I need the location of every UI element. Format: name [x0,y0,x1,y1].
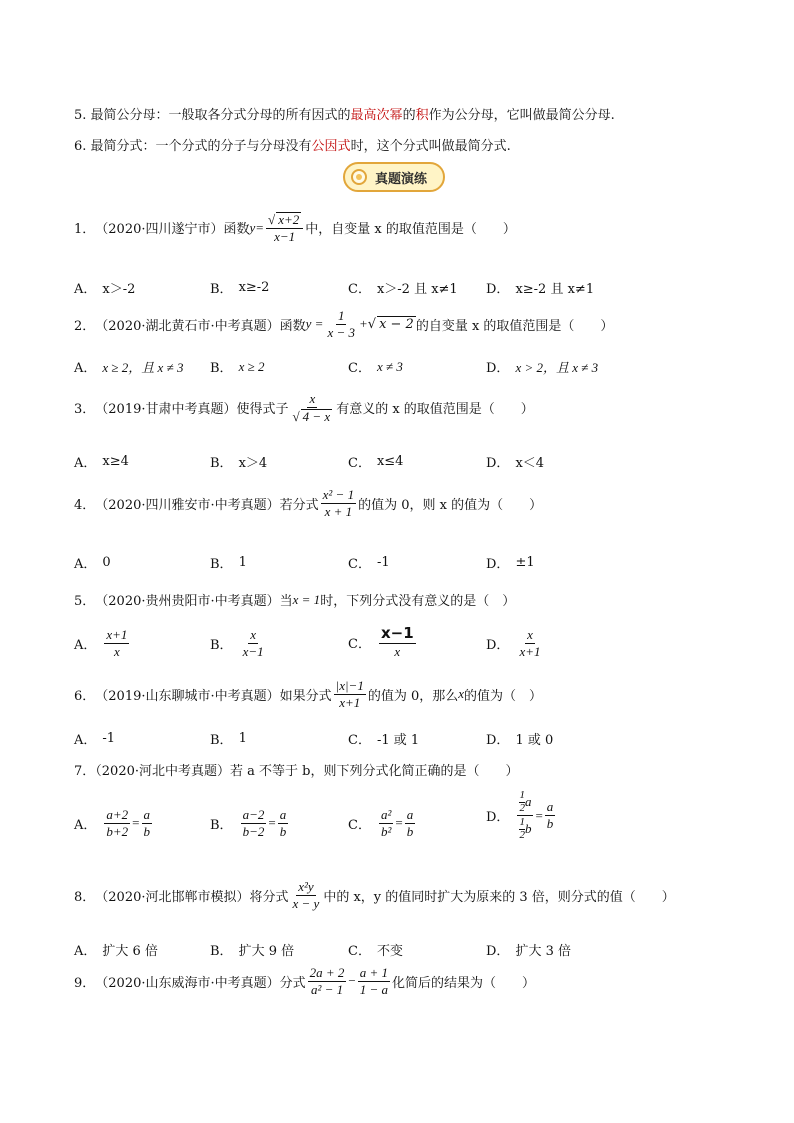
q8-text: 中的 x，y 的值同时扩大为原来的 3 倍，则分式的值（ ） [323,889,675,905]
q3-a-label: A． [74,456,97,471]
q4-option-d[interactable] [486,553,535,572]
q4-a-text: 0 [102,555,111,570]
question-5 [74,590,515,609]
q6-c-text: -1 或 1 [376,733,420,748]
q9-minus: − [348,973,356,989]
q7-d-rhs [545,800,556,830]
q4-b-label: B． [210,557,233,572]
q6-d-label: D． [486,733,510,748]
q3-d-text: x＜4 [515,456,545,471]
q8-d-label: D． [486,944,510,959]
q3-radicand: 4 − x [302,408,331,424]
q1-option-a[interactable] [74,278,135,297]
q1-b-label: B． [210,282,233,297]
q1-d-text: x≥-2 且 x≠1 [515,282,595,297]
q6-numerator: |x|−1 [335,678,364,693]
q2-lhs: y = [305,316,324,332]
q3-option-c[interactable] [348,452,403,471]
q2-d-text: x > 2，且 x ≠ 3 [515,360,599,375]
q3-c-label: C． [348,456,371,471]
q7-d-n2: a [546,799,554,815]
q9-numerator-2: a + 1 [359,965,389,980]
q3-text: 有意义的 x 的取值范围是（ ） [336,402,534,418]
q1-option-c[interactable] [348,278,458,297]
q7-b-label: B． [210,817,233,833]
q5-option-b[interactable] [210,628,268,658]
q8-a-label: A． [74,944,97,959]
q1-lhs: y= [249,219,265,235]
q7-option-b[interactable]: B． $\frac{a-2}{b-2}$ = $\frac{a}{b}$ [210,807,287,839]
q4-d-text: ±1 [515,555,535,570]
q5-b-num: x [250,627,256,642]
q8-c-label: C． [348,944,371,959]
q1-c-label: C． [348,282,371,297]
q7-number: 7． [74,764,96,779]
q6-d-text: 1 或 0 [515,733,554,748]
q2-fraction [325,309,357,339]
q8-source: （2020·河北邯郸市模拟）将分式 [95,889,289,905]
q2-a-text: x ≥ 2，且 x ≠ 3 [102,360,184,375]
q3-source: （2019·甘肃中考真题）使得式子 [95,402,289,418]
def6-highlight: 公因式 [311,139,351,154]
q2-radicand: x − 2 [379,317,414,333]
q3-d-label: D． [486,456,510,471]
q5-option-c[interactable] [348,626,418,658]
q8-numerator: x²y [298,879,314,894]
definition-6 [74,135,511,154]
q7-c-n1: a² [380,807,392,822]
badge-circle-icon [351,169,367,185]
q6-option-d[interactable] [486,729,553,748]
q9-source: （2020·山东威海市·中考真题）分式 [95,975,306,991]
q7-c-d2: b [406,823,414,839]
q2-b-label: B． [210,361,233,376]
q3-c-text: x≤4 [376,454,404,469]
q5-b-fraction [241,628,266,658]
q1-c-text: x＞-2 且 x≠1 [376,282,458,297]
q3-b-label: B． [210,456,233,471]
q5-text: 时，下列分式没有意义的是（ ） [320,594,516,609]
q7-b-d2: b [279,823,287,839]
q6-denominator: x+1 [339,694,361,710]
q5-a-den: x [114,643,120,659]
q4-number: 4． [74,497,96,513]
section-badge [343,162,445,192]
q9-denominator-2: 1 − a [359,981,389,997]
q5-d-den: x+1 [519,643,541,659]
q6-option-a[interactable] [74,729,115,748]
q6-var: x [458,686,465,702]
q7-b-rhs [278,808,289,838]
q8-option-d[interactable] [486,940,571,959]
q7-d-d1: b [524,821,532,837]
q5-condition: x = 1 [292,591,321,607]
q4-c-text: -1 [376,555,390,570]
q2-plus: + [358,316,368,332]
q7-c-n2: a [406,807,414,822]
q7-source: （2020·河北中考真题）若 a 不等于 b，则下列分式化简正确的是（ ） [95,764,519,779]
q2-denominator: x − 3 [327,324,355,340]
q6-tail: 的值为（ ） [464,688,543,704]
def6-suffix: 时，这个分式叫做最简分式. [350,139,511,154]
q2-option-b[interactable] [210,357,264,376]
q5-a-num: x+1 [106,627,128,642]
q7-d-d2: b [546,816,554,832]
q3-numerator: x [309,391,316,406]
q5-a-fraction [104,628,129,658]
q7-a-label: A． [74,817,97,833]
q4-b-text: 1 [238,555,247,570]
q5-c-den: x [394,643,401,659]
q7-d-n1: a [524,794,532,810]
q7-a-d2: b [143,823,151,839]
q7-d-half-bottom: 1 2 [519,816,525,841]
def5-highlight-2: 积 [415,108,429,123]
q8-option-a[interactable] [74,940,158,959]
question-8 [74,880,675,910]
q7-c-rhs [405,808,416,838]
q5-b-label: B． [210,637,233,653]
q1-denominator: x−1 [274,228,296,244]
q5-d-num: x [527,627,533,642]
q5-option-d[interactable] [486,628,544,658]
q4-option-a[interactable] [74,553,111,572]
q5-option-a[interactable] [74,628,131,658]
q3-a-text: x≥4 [102,454,129,469]
q1-radicand: x+2 [278,212,300,227]
question-3 [74,392,534,423]
q7-option-d[interactable]: D． 1 2 a 1 2 b = $\frac{a}{b}$ [486,789,554,841]
q3-b-text: x＞4 [238,456,268,471]
q5-d-fraction [517,628,542,658]
q4-option-b[interactable] [210,553,247,572]
q5-b-den: x−1 [242,643,264,659]
q2-b-text: x ≥ 2 [238,358,265,374]
question-4 [74,488,542,518]
q6-a-text: -1 [102,731,116,746]
q5-source: （2020·贵州贵阳市·中考真题）当 [95,594,293,609]
q7-a-n1: a+2 [106,807,129,822]
q8-d-text: 扩大 3 倍 [515,944,571,959]
q6-source: （2019·山东聊城市·中考真题）如果分式 [95,688,332,704]
def5-prefix: 5. 最简公分母：一般取各分式分母的所有因式的 [74,108,351,123]
def5-highlight-1: 最高次幂 [350,108,403,123]
q2-source: （2020·湖北黄石市·中考真题）函数 [95,318,306,334]
q1-option-b[interactable] [210,278,269,297]
question-1 [74,212,516,243]
q9-fraction-2 [358,966,390,996]
q4-d-label: D． [486,557,510,572]
q5-c-fraction [379,626,416,658]
q9-fraction-1 [308,966,347,996]
q1-d-label: D． [486,282,510,297]
q6-number: 6． [74,688,96,704]
q2-numerator: 1 [337,308,345,323]
q6-b-text: 1 [238,731,247,746]
q2-number: 2． [74,318,96,334]
question-9 [74,966,535,996]
q8-c-text: 不变 [376,944,403,959]
q3-option-a[interactable] [74,452,129,471]
badge-label: 真题演练 [375,171,428,187]
q7-b-d1: b−2 [242,823,265,839]
q3-option-b[interactable] [210,452,267,471]
q7-a-n2: a [143,807,151,822]
q2-c-label: C． [348,361,371,376]
q6-option-b[interactable] [210,729,247,748]
q7-b-n1: a−2 [242,807,265,822]
q2-text: 的自变量 x 的取值范围是（ ） [415,318,614,334]
q3-option-d[interactable] [486,452,544,471]
def5-mid: 的 [402,108,416,123]
q7-c-label: C． [348,817,371,833]
q1-fraction: $\frac{√ x+2}{x-1}$ [266,212,303,243]
q7-a-d1: b+2 [106,823,129,839]
q2-option-d[interactable] [486,357,598,376]
q1-a-label: A． [74,282,97,297]
q9-text: 化简后的结果为（ ） [392,975,536,991]
q5-c-label: C． [348,636,371,652]
q5-c-num: x−1 [380,624,414,642]
def6-prefix: 6. 最简分式：一个分式的分子与分母没有 [74,139,312,154]
q1-number: 1． [74,222,96,238]
q8-denominator: x − y [292,895,320,911]
q7-d-half-top: 1 2 [519,789,525,814]
q9-denominator-1: a² − 1 [310,981,344,997]
q8-option-b[interactable] [210,940,294,959]
q2-a-label: A． [74,361,97,376]
q3-number: 3． [74,402,96,418]
q8-b-text: 扩大 9 倍 [238,944,295,959]
q7-d-lhs [517,790,533,841]
q7-option-c[interactable]: C． $\frac{\text{a²}}{\text{b²}}$ = $\frac{a}{b}$ [348,807,414,839]
q5-number: 5． [74,594,96,609]
q4-c-label: C． [348,557,371,572]
q5-d-label: D． [486,637,510,653]
definition-5 [74,104,615,123]
q6-b-label: B． [210,733,233,748]
q7-a-lhs [104,808,130,838]
question-7 [74,760,518,779]
q6-text: 的值为 0，那么 [367,688,459,704]
q6-c-label: C． [348,733,371,748]
q2-option-c[interactable] [348,357,403,376]
q4-fraction [321,488,356,518]
question-2: 2． （2020·湖北黄石市·中考真题）函数 y = $\frac{1}{x - 3}$ + √ x − 2 的自变量 x 的取值范围是（ ） [74,308,614,340]
q1-source: （2020·四川遂宁市）函数 [95,222,250,238]
q7-c-lhs [379,808,393,838]
q2-d-label: D． [486,361,510,376]
q7-b-n2: a [279,807,287,822]
q4-text: 的值为 0，则 x 的值为（ ） [358,497,543,513]
q8-number: 8． [74,889,96,905]
q9-numerator-1: 2a + 2 [309,965,345,980]
q9-number: 9． [74,975,96,991]
q7-c-d1: b² [380,823,392,839]
q1-option-d[interactable] [486,278,594,297]
q8-fraction [291,880,322,910]
q8-b-label: B． [210,944,233,959]
def5-suffix: 作为公分母，它叫做最简公分母. [428,108,615,123]
q6-fraction [334,679,366,709]
q4-denominator: x + 1 [324,503,353,519]
q2-option-a[interactable] [74,357,183,376]
q1-text: 中，自变量 x 的取值范围是（ ） [305,222,516,238]
q4-a-label: A． [74,557,97,572]
q1-a-text: x＞-2 [102,282,136,297]
q4-numerator: x² − 1 [322,487,355,502]
q4-source: （2020·四川雅安市·中考真题）若分式 [95,497,319,513]
question-6 [74,679,542,709]
q2-c-text: x ≠ 3 [376,358,403,374]
q6-a-label: A． [74,733,97,748]
q7-d-label: D． [486,810,510,826]
q7-option-a[interactable]: A． $\frac{a+2}{b+2}$ = $\frac{a}{b}$ [74,807,151,839]
q1-b-text: x≥-2 [238,280,270,295]
q7-a-rhs [142,808,153,838]
q5-a-label: A． [74,637,97,653]
q6-option-c[interactable] [348,729,419,748]
q8-option-c[interactable] [348,940,403,959]
q3-fraction: $\frac{x}{√ 4 - x}$ [292,391,331,424]
q7-b-lhs [241,808,267,838]
q8-a-text: 扩大 6 倍 [102,944,158,959]
q4-option-c[interactable] [348,553,390,572]
